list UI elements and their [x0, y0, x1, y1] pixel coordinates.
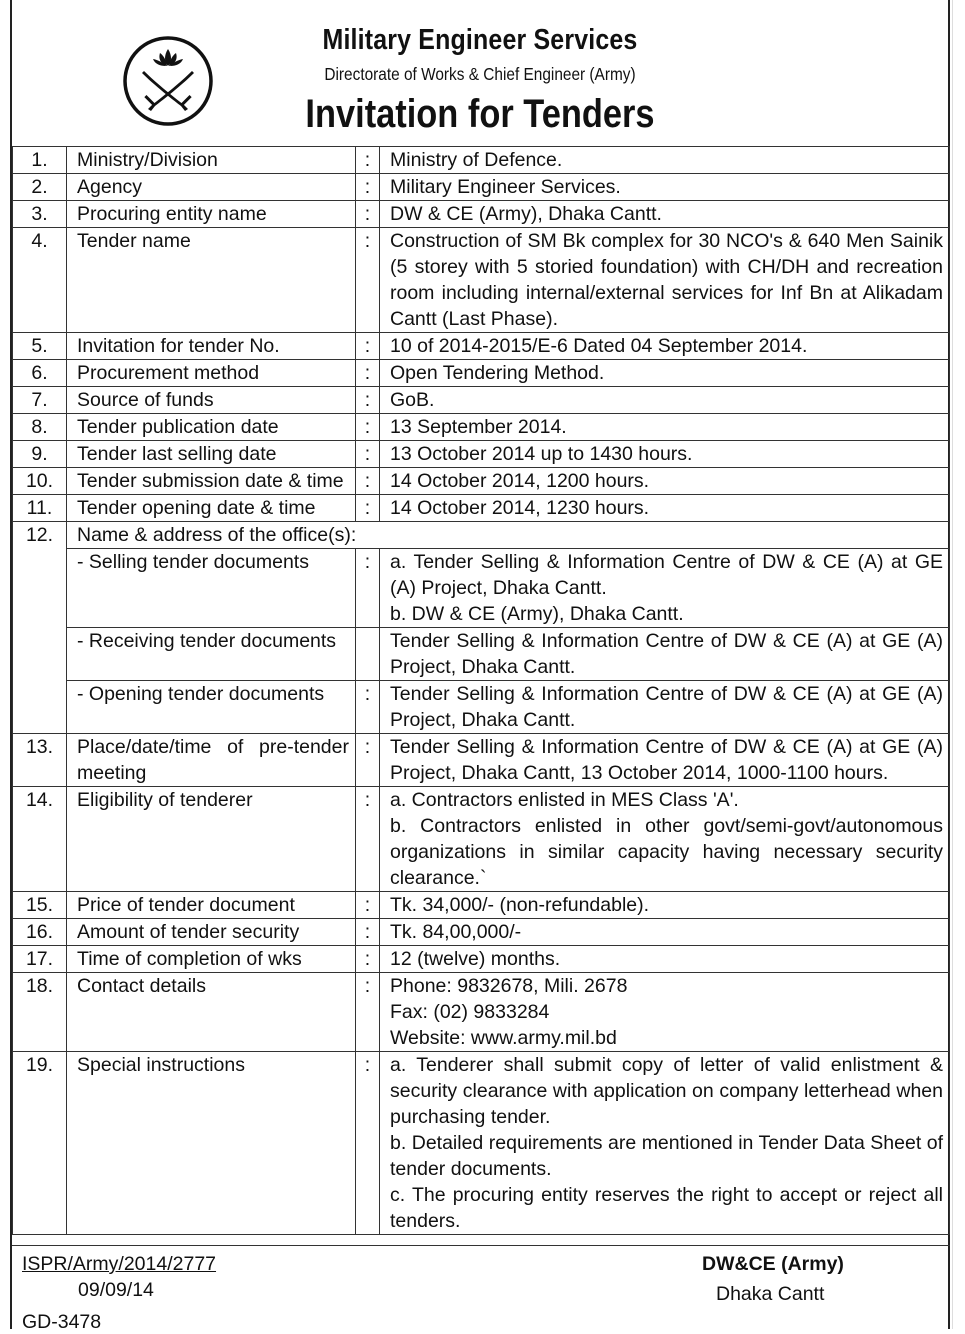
value-line: Phone: 9832678, Mili. 2678: [390, 975, 628, 997]
row-value: [380, 468, 950, 495]
row-colon: :: [356, 549, 380, 628]
value-line: c. The procuring entity reserves the right to accept or reject all tenders.: [390, 1184, 943, 1232]
row-value: [380, 549, 950, 628]
value-line: 12 (twelve) months.: [390, 948, 561, 970]
value-line: Military Engineer Services.: [390, 176, 621, 198]
row-label: Tender name: [67, 228, 356, 333]
row-label: Tender last selling date: [67, 441, 356, 468]
row-colon: :: [356, 787, 380, 892]
row-colon: :: [356, 892, 380, 919]
row-colon: :: [356, 919, 380, 946]
value-line: 14 October 2014, 1200 hours.: [390, 470, 650, 492]
value-line: DW & CE (Army), Dhaka Cantt.: [390, 203, 662, 225]
value-line: 10 of 2014-2015/E-6 Dated 04 September 2014.: [390, 335, 808, 357]
value-line: b. Detailed requirements are mentioned in Tender Data Sheet of tender documents.: [390, 1132, 943, 1180]
row-value: [380, 787, 950, 892]
row-colon: :: [356, 1052, 380, 1235]
row-label: Agency: [67, 174, 356, 201]
table-row: [13, 681, 950, 734]
table-row: [13, 147, 950, 174]
row-number: 19.: [13, 1052, 67, 1235]
row-number: 11.: [13, 495, 67, 522]
signatory: DW&CE (Army): [702, 1253, 844, 1275]
row-label: Source of funds: [67, 387, 356, 414]
row-colon: :: [356, 174, 380, 201]
table-row: [13, 414, 950, 441]
table-row: [13, 892, 950, 919]
gd-number: GD-3478: [22, 1311, 102, 1333]
table-row: [13, 174, 950, 201]
value-line: Construction of SM Bk complex for 30 NCO's & 640 Men Sainik (5 storey with 5 storied foundation) with CH/DH and recreation room including internal/external services for Inf Bn at Alikadam Cantt (Last Phase).: [390, 230, 943, 330]
row-value: [380, 333, 950, 360]
value-line: 14 October 2014, 1230 hours.: [390, 497, 650, 519]
row-colon: :: [356, 734, 380, 787]
row-colon: :: [356, 333, 380, 360]
row-value: [380, 973, 950, 1052]
row-value: [380, 201, 950, 228]
row-number: 12.: [13, 522, 67, 549]
row-number: 2.: [13, 174, 67, 201]
row-label: Tender opening date & time: [67, 495, 356, 522]
row-label: Tender submission date & time: [67, 468, 356, 495]
value-line: Website: www.army.mil.bd: [390, 1027, 617, 1049]
table-row: [13, 333, 950, 360]
row-value: [380, 734, 950, 787]
row-value: [380, 681, 950, 734]
row-value: [380, 628, 950, 681]
table-row: [13, 522, 950, 549]
table-row: [13, 946, 950, 973]
value-line: b. Contractors enlisted in other govt/semi-govt/autonomous organizations in similar capacity having necessary security clearance.`: [390, 815, 943, 889]
table-row: [13, 201, 950, 228]
row-colon: :: [356, 441, 380, 468]
row-number: [13, 628, 67, 681]
row-value: [380, 946, 950, 973]
page-edge: [952, 0, 965, 1329]
row-number: 8.: [13, 414, 67, 441]
row-value: [380, 414, 950, 441]
row-label: Eligibility of tenderer: [67, 787, 356, 892]
row-number: 17.: [13, 946, 67, 973]
table-row: [13, 228, 950, 333]
reference-date: 09/09/14: [78, 1279, 154, 1301]
value-line: Tender Selling & Information Centre of DW & CE (A) at GE (A) Project, Dhaka Cantt.: [390, 683, 943, 731]
row-label: Tender publication date: [67, 414, 356, 441]
value-line: a. Contractors enlisted in MES Class 'A'.: [390, 789, 739, 811]
row-number: 14.: [13, 787, 67, 892]
row-colon: :: [356, 147, 380, 174]
row-colon: :: [356, 468, 380, 495]
value-line: 13 September 2014.: [390, 416, 567, 438]
value-line: GoB.: [390, 389, 435, 411]
value-line: Open Tendering Method.: [390, 362, 605, 384]
table-row: [13, 628, 950, 681]
row-colon: :: [356, 946, 380, 973]
row-number: 10.: [13, 468, 67, 495]
notice-footer: [12, 1245, 948, 1333]
row-label: Time of completion of wks: [67, 946, 356, 973]
table-row: [13, 1052, 950, 1235]
table-row: [13, 734, 950, 787]
row-number: 9.: [13, 441, 67, 468]
row-number: 16.: [13, 919, 67, 946]
row-value: [380, 174, 950, 201]
value-line: 13 October 2014 up to 1430 hours.: [390, 443, 693, 465]
row-number: [13, 681, 67, 734]
table-row: [13, 495, 950, 522]
row-value: [380, 228, 950, 333]
row-label: Contact details: [67, 973, 356, 1052]
table-row: [13, 468, 950, 495]
value-line: Tender Selling & Information Centre of DW & CE (A) at GE (A) Project, Dhaka Cantt.: [390, 630, 943, 678]
table-row: [13, 787, 950, 892]
row-label: Invitation for tender No.: [67, 333, 356, 360]
table-row: [13, 549, 950, 628]
row-number: 7.: [13, 387, 67, 414]
row-colon: :: [356, 973, 380, 1052]
row-label: - Receiving tender documents: [67, 628, 356, 681]
row-number: [13, 549, 67, 628]
table-row: [13, 973, 950, 1052]
table-row: [13, 387, 950, 414]
directorate-name: Directorate of Works & Chief Engineer (Army): [324, 64, 636, 84]
row-label: Price of tender document: [67, 892, 356, 919]
row-value: [380, 1052, 950, 1235]
tender-details-table: [12, 146, 950, 1235]
row-label: - Opening tender documents: [67, 681, 356, 734]
row-label: Procurement method: [67, 360, 356, 387]
row-colon: :: [356, 681, 380, 734]
row-number: 13.: [13, 734, 67, 787]
row-value: [380, 387, 950, 414]
row-colon: :: [356, 228, 380, 333]
table-row: [13, 441, 950, 468]
row-colon: :: [356, 387, 380, 414]
organization-name: Military Engineer Services: [322, 24, 638, 56]
row-value: [380, 919, 950, 946]
row-label: Procuring entity name: [67, 201, 356, 228]
row-value: [380, 147, 950, 174]
row-number: 18.: [13, 973, 67, 1052]
value-line: Tk. 34,000/- (non-refundable).: [390, 894, 650, 916]
row-number: 4.: [13, 228, 67, 333]
row-colon: :: [356, 414, 380, 441]
value-line: Tender Selling & Information Centre of DW & CE (A) at GE (A) Project, Dhaka Cantt, 13 October 2014, 1000-1100 hours.: [390, 736, 943, 784]
table-row: [13, 919, 950, 946]
row-value: [380, 441, 950, 468]
row-number: 1.: [13, 147, 67, 174]
row-label: - Selling tender documents: [67, 549, 356, 628]
value-line: Tk. 84,00,000/-: [390, 921, 522, 943]
ispr-reference: ISPR/Army/2014/2777: [22, 1253, 217, 1275]
row-number: 6.: [13, 360, 67, 387]
value-line: a. Tender Selling & Information Centre of DW & CE (A) at GE (A) Project, Dhaka Cantt.: [390, 551, 943, 599]
value-line: Fax: (02) 9833284: [390, 1001, 550, 1023]
row-colon: [356, 628, 380, 681]
table-row: [13, 360, 950, 387]
signatory-location: Dhaka Cantt: [716, 1283, 825, 1305]
row-label: Name & address of the office(s):: [67, 522, 950, 549]
row-value: [380, 892, 950, 919]
row-label: Ministry/Division: [67, 147, 356, 174]
value-line: b. DW & CE (Army), Dhaka Cantt.: [390, 603, 684, 625]
row-label: Special instructions: [67, 1052, 356, 1235]
row-label: Amount of tender security: [67, 919, 356, 946]
row-value: [380, 495, 950, 522]
row-label: Place/date/time of pre-tender meeting: [67, 734, 356, 787]
row-colon: :: [356, 495, 380, 522]
row-number: 5.: [13, 333, 67, 360]
row-number: 3.: [13, 201, 67, 228]
value-line: a. Tenderer shall submit copy of letter of valid enlistment & security clearance with application on company letterhead when purchasing tender.: [390, 1054, 943, 1128]
row-colon: :: [356, 360, 380, 387]
value-line: Ministry of Defence.: [390, 149, 563, 171]
notice-title: Invitation for Tenders: [305, 92, 655, 136]
notice-header: [12, 0, 948, 146]
row-colon: :: [356, 201, 380, 228]
row-number: 15.: [13, 892, 67, 919]
row-value: [380, 360, 950, 387]
